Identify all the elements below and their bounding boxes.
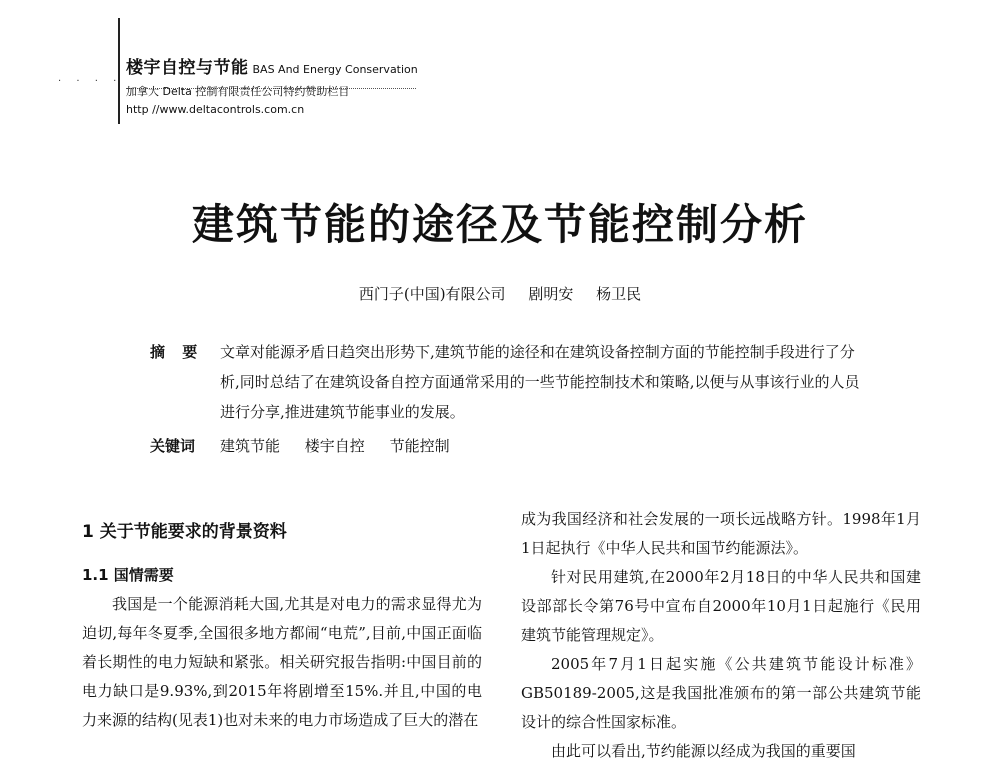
keyword: 楼宇自控 — [304, 437, 365, 455]
subsection-heading: 1.1 国情需要 — [82, 566, 174, 584]
left-column — [82, 518, 482, 735]
body-paragraph: 由此可以看出,节约能源以经成为我国的重要国 — [551, 742, 856, 760]
author-line — [0, 283, 1000, 304]
brand-name: 楼宇自控与节能 — [126, 58, 249, 78]
author-affiliation: 西门子(中国)有限公司 — [358, 285, 506, 303]
abstract-text: 文章对能源矛盾日趋突出形势下,建筑节能的途径和在建筑设备控制方面的节能控制手段进行了分析,同时总结了在建筑设备自控方面通常采用的一些节能控制技术和策略,以便与从事该行业的人员进行分享,推进建筑节能事业的发展。 — [220, 343, 860, 421]
abstract-label: 摘 要 — [150, 343, 204, 361]
article-title: 建筑节能的途径及节能控制分析 — [191, 200, 808, 249]
abstract-block — [150, 337, 870, 461]
author-name: 剧明安 — [528, 285, 574, 303]
header-vertical-rule — [118, 18, 120, 124]
section-heading: 1 关于节能要求的背景资料 — [82, 522, 287, 542]
body-paragraph: 成为我国经济和社会发展的一项长远战略方针。1998年1月1日起执行《中华人民共和国节约能源法》。 — [521, 510, 921, 557]
brand-line — [126, 58, 418, 79]
sponsor-url: http //www.deltacontrols.com.cn — [126, 103, 305, 116]
keywords-row — [150, 431, 870, 461]
keyword: 节能控制 — [389, 437, 450, 455]
sponsor-note: 加拿大 Delta 控制有限责任公司特约赞助栏目 — [126, 85, 350, 99]
header-decoration: · · · · — [58, 76, 123, 87]
abstract-row — [150, 337, 870, 427]
body-paragraph: 我国是一个能源消耗大国,尤其是对电力的需求显得尤为迫切,每年冬夏季,全国很多地方都闹“电荒”,目前,中国正面临着长期性的电力短缺和紧张。相关研究报告指明:中国目前的电力缺口是9.93%,到2015年将剧增至15%.并且,中国的电力来源的结构(见表1)也对未来的电力市场造成了巨大的潜在 — [82, 595, 482, 729]
column-header — [126, 58, 418, 117]
brand-name-en: BAS And Energy Conservation — [252, 63, 418, 76]
author-name: 杨卫民 — [596, 285, 642, 303]
keywords-label: 关键词 — [150, 437, 196, 455]
body-paragraph: 2005年7月1日起实施《公共建筑节能设计标准》GB50189-2005,这是我国批准颁布的第一部公共建筑节能设计的综合性国家标准。 — [521, 655, 921, 731]
body-paragraph: 针对民用建筑,在2000年2月18日的中华人民共和国建设部部长令第76号中宣布自2000年10月1日起施行《民用建筑节能管理规定》。 — [521, 568, 921, 644]
keywords-list — [220, 431, 470, 461]
keyword: 建筑节能 — [220, 437, 281, 455]
right-column — [521, 505, 921, 766]
